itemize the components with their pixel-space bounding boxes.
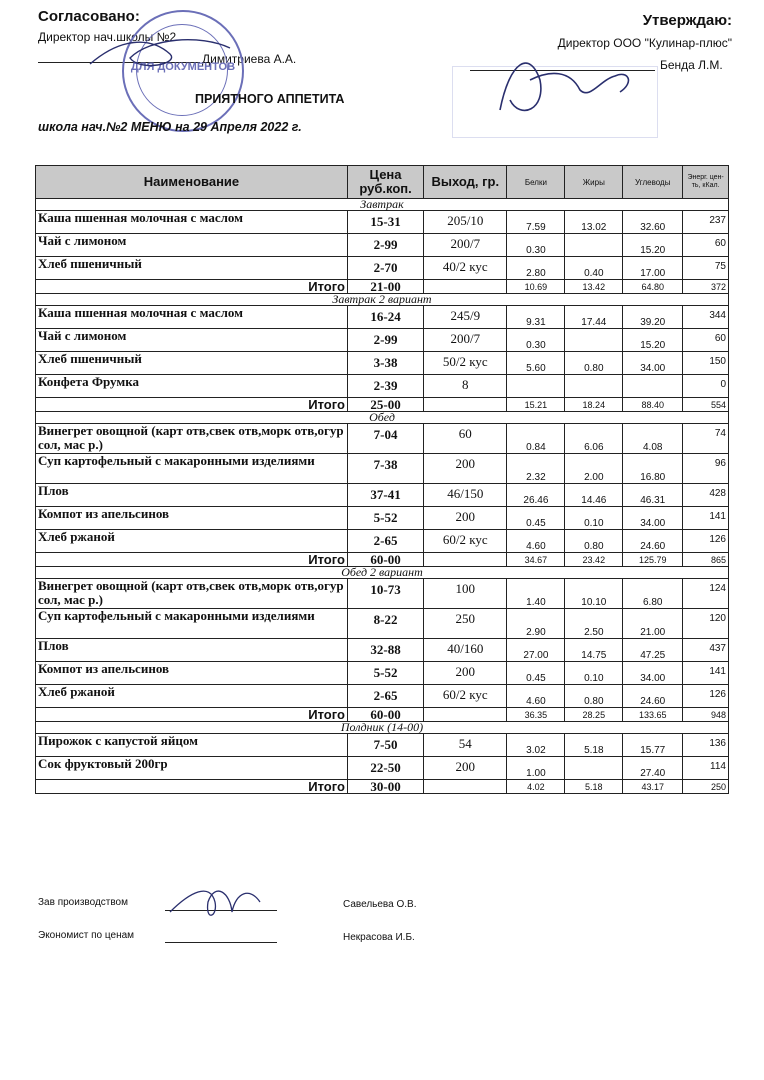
item-carbs: 34.00 [623,352,683,375]
item-carbs: 47.25 [623,639,683,662]
item-fat [565,234,623,257]
item-kcal: 237 [683,211,729,234]
section-row [36,199,729,211]
menu-item-row [36,609,729,639]
economist-name: Некрасова И.Б. [343,932,415,943]
item-yield: 245/9 [424,306,507,329]
item-name: Сок фруктовый 200гр [36,757,348,780]
table-header-row [36,166,729,199]
item-protein: 5.60 [507,352,565,375]
total-fat: 23.42 [565,553,623,567]
total-carbs: 43.17 [623,780,683,794]
total-carbs: 125.79 [623,553,683,567]
item-kcal: 141 [683,507,729,530]
item-price: 16-24 [347,306,423,329]
item-price: 32-88 [347,639,423,662]
item-fat: 0.80 [565,530,623,553]
item-carbs: 46.31 [623,484,683,507]
item-name: Чай с лимоном [36,329,348,352]
section-row [36,567,729,579]
item-carbs: 15.77 [623,734,683,757]
total-protein: 10.69 [507,280,565,294]
item-fat: 5.18 [565,734,623,757]
item-name: Суп картофельный с макаронными изделиями [36,454,348,484]
item-price: 2-99 [347,234,423,257]
item-name: Чай с лимоном [36,234,348,257]
item-protein: 27.00 [507,639,565,662]
item-kcal: 60 [683,234,729,257]
item-name: Винегрет овощной (карт отв,свек отв,морк отв,огур сол, мас р.) [36,579,348,609]
item-fat: 0.80 [565,685,623,708]
item-fat: 14.75 [565,639,623,662]
item-protein: 9.31 [507,306,565,329]
production-name: Савельева О.В. [343,899,417,910]
item-yield: 205/10 [424,211,507,234]
total-fat: 18.24 [565,398,623,412]
item-yield: 200 [424,757,507,780]
item-name: Суп картофельный с макаронными изделиями [36,609,348,639]
item-name: Компот из апельсинов [36,662,348,685]
item-fat: 2.00 [565,454,623,484]
item-name: Компот из апельсинов [36,507,348,530]
item-price: 2-65 [347,685,423,708]
item-kcal: 428 [683,484,729,507]
total-kcal: 372 [683,280,729,294]
item-yield: 40/2 кус [424,257,507,280]
menu-body [36,199,729,794]
col-fat: Жиры [565,166,623,199]
col-yield: Выход, гр. [424,166,507,199]
item-name: Винегрет овощной (карт отв,свек отв,морк отв,огур сол, мас р.) [36,424,348,454]
item-price: 2-39 [347,375,423,398]
total-protein: 15.21 [507,398,565,412]
col-name: Наименование [36,166,348,199]
item-yield: 50/2 кус [424,352,507,375]
total-carbs: 88.40 [623,398,683,412]
section-title: Обед 2 вариант [36,567,729,579]
item-protein: 0.30 [507,329,565,352]
item-carbs: 4.08 [623,424,683,454]
menu-item-row [36,734,729,757]
item-carbs: 24.60 [623,530,683,553]
total-protein: 4.02 [507,780,565,794]
item-name: Плов [36,639,348,662]
col-energy: Энерг. цен-ть, кКал. [683,166,729,199]
menu-item-row [36,375,729,398]
item-price: 22-50 [347,757,423,780]
agreed-name: Димитриева А.А. [202,52,297,66]
menu-table [35,165,729,794]
item-kcal: 60 [683,329,729,352]
item-fat: 10.10 [565,579,623,609]
item-yield: 100 [424,579,507,609]
item-protein: 7.59 [507,211,565,234]
item-protein: 0.45 [507,507,565,530]
item-carbs: 15.20 [623,329,683,352]
item-kcal: 120 [683,609,729,639]
item-protein: 0.30 [507,234,565,257]
section-title: Обед [36,412,729,424]
item-protein: 1.40 [507,579,565,609]
item-protein: 2.32 [507,454,565,484]
section-row [36,412,729,424]
item-name: Плов [36,484,348,507]
menu-title: школа нач.№2 МЕНЮ на 29 Апреля 2022 г. [38,120,302,134]
item-price: 8-22 [347,609,423,639]
item-fat: 2.50 [565,609,623,639]
item-yield: 200 [424,662,507,685]
economist-label: Экономист по ценам [38,930,135,941]
item-protein: 4.60 [507,530,565,553]
item-protein [507,375,565,398]
total-yield-empty [424,553,507,567]
item-fat [565,329,623,352]
section-title: Полдник (14-00) [36,722,729,734]
item-price: 15-31 [347,211,423,234]
item-fat: 0.80 [565,352,623,375]
item-fat: 0.40 [565,257,623,280]
seal-inner-text: ДЛЯ ДОКУМЕНТОВ [130,61,236,73]
menu-item-row [36,484,729,507]
item-yield: 60/2 кус [424,685,507,708]
total-protein: 34.67 [507,553,565,567]
item-carbs: 6.80 [623,579,683,609]
item-name: Каша пшенная молочная с маслом [36,306,348,329]
approve-name: Бенда Л.М. [660,58,723,72]
menu-item-row [36,685,729,708]
item-price: 5-52 [347,507,423,530]
item-carbs: 34.00 [623,507,683,530]
item-yield: 8 [424,375,507,398]
item-price: 3-38 [347,352,423,375]
item-protein: 26.46 [507,484,565,507]
total-price: 60-00 [347,553,423,567]
production-signature [160,872,280,932]
section-title: Завтрак 2 вариант [36,294,729,306]
total-yield-empty [424,708,507,722]
item-carbs: 17.00 [623,257,683,280]
item-price: 2-99 [347,329,423,352]
item-name: Конфета Фрумка [36,375,348,398]
item-fat [565,757,623,780]
total-yield-empty [424,780,507,794]
greeting: ПРИЯТНОГО АППЕТИТА [195,92,345,106]
item-yield: 40/160 [424,639,507,662]
item-name: Хлеб ржаной [36,530,348,553]
item-protein: 3.02 [507,734,565,757]
item-fat [565,375,623,398]
menu-item-row [36,507,729,530]
item-name: Хлеб пшеничный [36,352,348,375]
total-price: 30-00 [347,780,423,794]
total-label: Итого [36,708,348,722]
item-protein: 2.90 [507,609,565,639]
item-price: 2-65 [347,530,423,553]
item-yield: 46/150 [424,484,507,507]
approve-heading: Утверждаю: [642,12,732,29]
total-kcal: 250 [683,780,729,794]
item-kcal: 74 [683,424,729,454]
item-kcal: 0 [683,375,729,398]
total-kcal: 554 [683,398,729,412]
agreed-signature [80,28,250,78]
total-price: 60-00 [347,708,423,722]
economist-signature-line [165,942,277,943]
item-name: Хлеб пшеничный [36,257,348,280]
item-carbs: 15.20 [623,234,683,257]
menu-item-row [36,639,729,662]
item-yield: 200 [424,454,507,484]
col-protein: Белки [507,166,565,199]
total-carbs: 133.65 [623,708,683,722]
menu-item-row [36,579,729,609]
total-fat: 13.42 [565,280,623,294]
item-protein: 4.60 [507,685,565,708]
item-price: 5-52 [347,662,423,685]
item-kcal: 114 [683,757,729,780]
item-fat: 17.44 [565,306,623,329]
item-protein: 1.00 [507,757,565,780]
item-kcal: 124 [683,579,729,609]
item-fat: 14.46 [565,484,623,507]
item-name: Хлеб ржаной [36,685,348,708]
item-kcal: 141 [683,662,729,685]
total-label: Итого [36,780,348,794]
total-label: Итого [36,280,348,294]
item-price: 10-73 [347,579,423,609]
item-kcal: 150 [683,352,729,375]
menu-item-row [36,211,729,234]
item-yield: 200/7 [424,234,507,257]
total-yield-empty [424,280,507,294]
approve-signature [480,40,650,130]
menu-item-row [36,352,729,375]
item-name: Каша пшенная молочная с маслом [36,211,348,234]
approve-position: Директор ООО "Кулинар-плюс" [557,36,732,50]
item-kcal: 96 [683,454,729,484]
total-row [36,780,729,794]
item-protein: 0.45 [507,662,565,685]
menu-item-row [36,424,729,454]
item-fat: 13.02 [565,211,623,234]
total-fat: 5.18 [565,780,623,794]
item-yield: 60/2 кус [424,530,507,553]
item-yield: 250 [424,609,507,639]
section-row [36,294,729,306]
menu-item-row [36,257,729,280]
item-yield: 200 [424,507,507,530]
agreed-position: Директор нач.школы №2 [38,30,177,44]
item-yield: 54 [424,734,507,757]
item-price: 2-70 [347,257,423,280]
item-price: 7-50 [347,734,423,757]
item-kcal: 437 [683,639,729,662]
item-carbs: 24.60 [623,685,683,708]
total-label: Итого [36,398,348,412]
menu-item-row [36,662,729,685]
menu-item-row [36,306,729,329]
item-protein: 0.84 [507,424,565,454]
col-price: Цена руб.коп. [347,166,423,199]
item-carbs: 21.00 [623,609,683,639]
item-fat: 0.10 [565,662,623,685]
item-fat: 0.10 [565,507,623,530]
item-carbs: 32.60 [623,211,683,234]
item-name: Пирожок с капустой яйцом [36,734,348,757]
total-label: Итого [36,553,348,567]
item-carbs [623,375,683,398]
menu-item-row [36,530,729,553]
total-carbs: 64.80 [623,280,683,294]
menu-item-row [36,757,729,780]
item-kcal: 344 [683,306,729,329]
item-carbs: 34.00 [623,662,683,685]
total-yield-empty [424,398,507,412]
total-kcal: 948 [683,708,729,722]
menu-item-row [36,329,729,352]
total-fat: 28.25 [565,708,623,722]
item-kcal: 75 [683,257,729,280]
section-row [36,722,729,734]
item-kcal: 126 [683,530,729,553]
section-title: Завтрак [36,199,729,211]
item-yield: 200/7 [424,329,507,352]
total-price: 25-00 [347,398,423,412]
item-protein: 2.80 [507,257,565,280]
total-protein: 36.35 [507,708,565,722]
item-kcal: 136 [683,734,729,757]
production-label: Зав производством [38,897,128,908]
item-carbs: 39.20 [623,306,683,329]
item-carbs: 27.40 [623,757,683,780]
menu-item-row [36,234,729,257]
item-fat: 6.06 [565,424,623,454]
agreed-heading: Согласовано: [38,8,140,25]
col-carbs: Углеводы [623,166,683,199]
item-carbs: 16.80 [623,454,683,484]
item-kcal: 126 [683,685,729,708]
item-yield: 60 [424,424,507,454]
item-price: 7-38 [347,454,423,484]
total-kcal: 865 [683,553,729,567]
menu-item-row [36,454,729,484]
total-price: 21-00 [347,280,423,294]
item-price: 7-04 [347,424,423,454]
item-price: 37-41 [347,484,423,507]
